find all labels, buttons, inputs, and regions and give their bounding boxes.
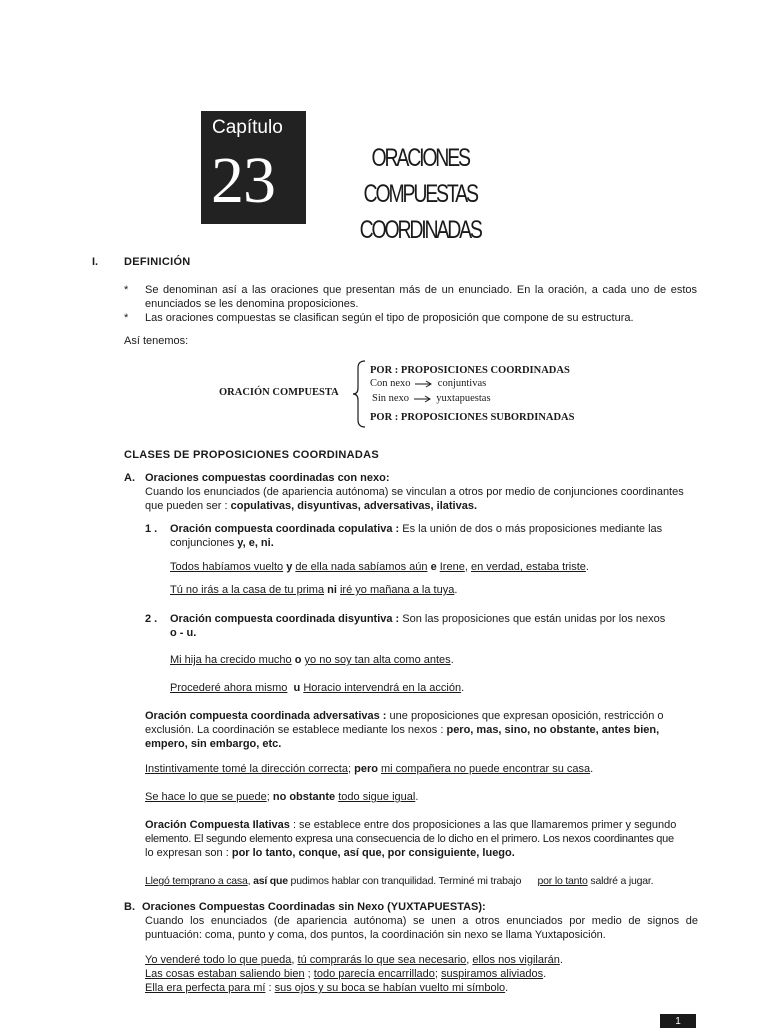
proposition: Procederé ahora mismo [170, 682, 288, 694]
section-number: I. [92, 256, 99, 268]
punct: , [464, 561, 471, 573]
adversativas-line3: empero, sin embargo, etc. [145, 738, 282, 750]
text-span: que pueden ser : [145, 500, 231, 512]
text-span: une proposiciones que expresan oposición, restricción o [386, 710, 664, 722]
scheme-row-coordinadas: POR : PROPOSICIONES COORDINADAS [370, 365, 570, 376]
arrow-right-icon [415, 380, 433, 388]
conjunction: o [294, 654, 302, 666]
item-number: 1 . [145, 523, 158, 535]
item-title: Oración compuesta coordinada disyuntiva : [170, 613, 400, 625]
proposition: todo parecía encarrillado [313, 968, 435, 980]
scheme-row-con-nexo [370, 377, 486, 391]
conjunction: no obstante [272, 791, 336, 803]
punct: ; [434, 968, 441, 980]
scheme-row-subordinadas: POR : PROPOSICIONES SUBORDINADAS [370, 412, 575, 423]
item-title: Oración compuesta coordinada copulativa : [170, 523, 400, 535]
proposition: todo sigue igual [338, 791, 416, 803]
page-number: 1 [660, 1014, 696, 1028]
proposition: suspiramos aliviados [441, 968, 544, 980]
punct: ; [266, 791, 273, 803]
punct: . [461, 682, 465, 694]
chapter-title-line1: ORACIONES COMPUESTAS [363, 144, 477, 208]
scheme-con-nexo: Con nexo [370, 378, 411, 389]
conjunction: así que [253, 875, 288, 887]
section-b-text: puntuación: coma, punto y coma, dos puntos, la coordinación sin nexo se llama Yuxtaposición. [145, 929, 606, 941]
item-title: Oración Compuesta Ilativas [145, 819, 290, 831]
scheme-left: ORACIÓN COMPUESTA [219, 387, 339, 398]
conjunction: pero [354, 763, 378, 775]
proposition: Todos habíamos vuelto [170, 561, 284, 573]
item-copulativa [170, 523, 662, 537]
chapter-title-line2: COORDINADAS [359, 216, 481, 244]
proposition: Yo venderé todo lo que pueda [145, 954, 292, 966]
example-sentence [170, 561, 589, 575]
punct: ; [304, 968, 314, 980]
example-sentence [170, 584, 457, 598]
punct: . [559, 954, 563, 966]
ilativas-line3 [145, 847, 515, 861]
item-number: 2 . [145, 613, 158, 625]
ilativas-line1 [145, 819, 676, 833]
section-a-label: A. [124, 472, 135, 484]
punct: . [585, 561, 589, 573]
section-heading: DEFINICIÓN [124, 256, 191, 268]
punct: . [454, 584, 458, 596]
punct: , [291, 954, 298, 966]
proposition: Tú no irás a la casa de tu prima [170, 584, 325, 596]
chapter-title [318, 140, 522, 248]
proposition: Irene [439, 561, 465, 573]
example-sentence [170, 654, 454, 668]
item-disyuntiva [170, 613, 665, 627]
text-span: pudimos hablar con tranquilidad. Terminé mi trabajo [287, 875, 522, 887]
section-b-text: Cuando los enunciados (de apariencia autónoma) se unen a otros enunciados por medio de signos de [145, 915, 698, 927]
proposition: Horacio intervendrá en la acción [303, 682, 462, 694]
adversativas-line2 [145, 724, 659, 738]
section-a-text: Cuando los enunciados (de apariencia autónoma) se vinculan a otros por medio de conjunciones coordinantes [145, 486, 684, 498]
text-span: Son las proposiciones que están unidas por los nexos [399, 613, 666, 625]
punct: ; [347, 763, 355, 775]
chapter-word: Capítulo [212, 117, 283, 138]
item-disyuntiva-nexos: o - u. [170, 627, 197, 639]
example-sentence [145, 968, 546, 982]
section-a-text [145, 500, 477, 514]
spacer [521, 875, 537, 887]
proposition: Se hace lo que se puede [145, 791, 267, 803]
section-a-title: Oraciones compuestas coordinadas con nexo: [145, 472, 390, 484]
section-b-label: B. [124, 901, 135, 913]
proposition: ellos nos vigilarán [472, 954, 560, 966]
bullet-text: Se denominan así a las oraciones que presentan más de un enunciado. En la oración, a cada uno de estos enunciados se les denomina proposiciones. [145, 284, 697, 310]
example-sentence [145, 791, 418, 805]
example-sentence [145, 875, 653, 889]
text-span: : se establece entre dos proposiciones a las que llamaremos primer y segundo [289, 819, 677, 831]
proposition: Ella era perfecta para mí [145, 982, 266, 994]
example-sentence [145, 982, 508, 996]
text-span: conjunciones [170, 537, 238, 549]
proposition: iré yo mañana a la tuya [339, 584, 455, 596]
text-span: lo expresan son : [145, 847, 232, 859]
section-b-title: Oraciones Compuestas Coordinadas sin Nexo (YUXTAPUESTAS): [142, 901, 486, 913]
scheme-row-sin-nexo [372, 392, 491, 406]
scheme-sin-nexo: Sin nexo [372, 393, 410, 404]
punct: . [450, 654, 454, 666]
punct: , [466, 954, 473, 966]
text-bold: y, e, ni. [237, 537, 274, 549]
proposition: en verdad, estaba triste [470, 561, 586, 573]
proposition: de ella nada sabíamos aún [295, 561, 428, 573]
example-sentence [145, 954, 563, 968]
proposition: Instintivamente tomé la dirección correcta [145, 763, 348, 775]
bullet-text: Las oraciones compuestas se clasifican según el tipo de proposición que compone de su estructura. [145, 312, 634, 324]
conjunction: y [286, 561, 293, 573]
proposition: Llegó temprano a casa [145, 875, 248, 887]
arrow-right-icon [414, 395, 432, 403]
punct: . [543, 968, 547, 980]
text-bold: por lo tanto, conque, así que, por consiguiente, luego. [231, 847, 515, 859]
text-span: saldré a jugar. [587, 875, 654, 887]
bullet-mark: * [124, 312, 129, 324]
adversativas-line1 [145, 710, 663, 724]
text-span: exclusión. La coordinación se establece mediante los nexos : [145, 724, 447, 736]
proposition: tú comprarás lo que sea necesario [297, 954, 467, 966]
proposition: Mi hija ha crecido mucho [170, 654, 292, 666]
asi-tenemos: Así tenemos: [124, 335, 189, 347]
bullet-mark: * [124, 284, 129, 296]
clases-heading: CLASES DE PROPOSICIONES COORDINADAS [124, 449, 379, 461]
text-bold: copulativas, disyuntivas, adversativas, ilativas. [230, 500, 478, 512]
punct: . [505, 982, 509, 994]
chapter-box [201, 111, 306, 224]
conjunction: e [430, 561, 437, 573]
punct: : [265, 982, 275, 994]
proposition: por lo tanto [537, 875, 588, 887]
punct: , [247, 875, 254, 887]
text-bold: pero, mas, sino, no obstante, antes bien, [446, 724, 660, 736]
proposition: Las cosas estaban saliendo bien [145, 968, 305, 980]
conjunction: ni [327, 584, 337, 596]
proposition: sus ojos y su boca se habían vuelto mi símbolo [274, 982, 506, 994]
example-sentence [170, 682, 464, 696]
text-span: Es la unión de dos o más proposiciones mediante las [399, 523, 663, 535]
chapter-number: 23 [211, 144, 275, 217]
scheme-yuxtapuestas: yuxtapuestas [436, 393, 491, 404]
ilativas-line2: elemento. El segundo elemento expresa una consecuencia de lo dicho en el primero. Los nexos coordinantes que [145, 833, 674, 845]
punct: . [590, 763, 594, 775]
example-sentence [145, 763, 593, 777]
scheme-conjuntivas: conjuntivas [437, 378, 487, 389]
brace-icon [352, 360, 366, 428]
proposition: mi compañera no puede encontrar su casa [381, 763, 591, 775]
punct: . [415, 791, 419, 803]
item-copulativa-line2 [170, 537, 274, 551]
proposition: yo no soy tan alta como antes [304, 654, 451, 666]
item-title: Oración compuesta coordinada adversativas : [145, 710, 387, 722]
conjunction: u [293, 682, 301, 694]
